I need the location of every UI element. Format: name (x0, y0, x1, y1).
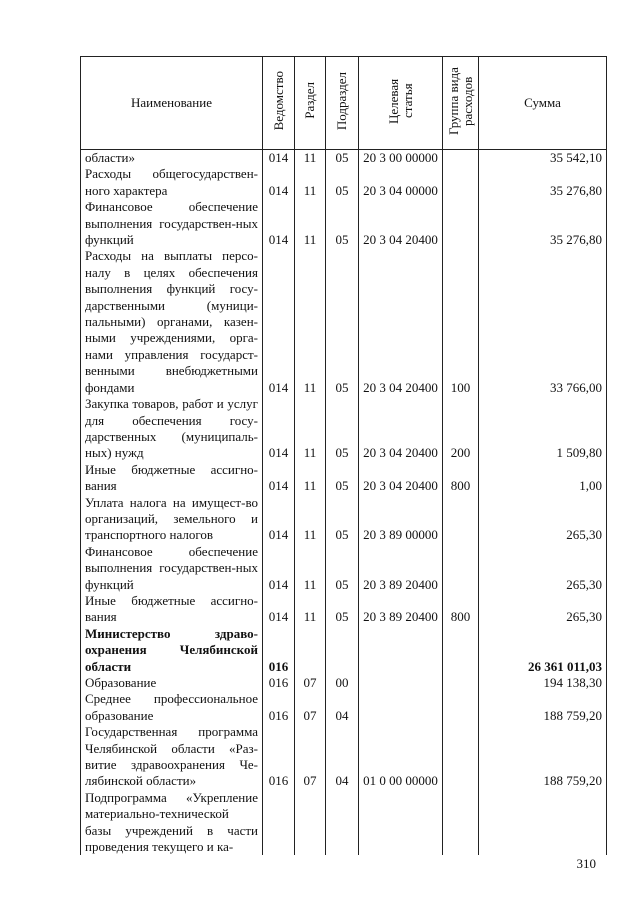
cell-name: Расходы общегосударствен-ного характера (81, 166, 263, 199)
cell-group (443, 199, 479, 248)
cell-dept: 014 (263, 166, 295, 199)
cell-sec: 11 (295, 248, 326, 396)
cell-sub: 04 (326, 691, 359, 724)
table-row (81, 166, 607, 199)
table-row (81, 199, 607, 248)
cell-sum: 265,30 (479, 593, 607, 626)
table-row (81, 495, 607, 544)
cell-sum: 265,30 (479, 495, 607, 544)
cell-group (443, 495, 479, 544)
header-group: Группа вида расходов (443, 57, 479, 150)
cell-sum: 188 759,20 (479, 691, 607, 724)
table-row (81, 691, 607, 724)
cell-sub: 05 (326, 593, 359, 626)
cell-name: Иные бюджетные ассигно-вания (81, 593, 263, 626)
cell-sec: 07 (295, 675, 326, 691)
cell-dept: 016 (263, 626, 295, 675)
cell-name: Иные бюджетные ассигно-вания (81, 462, 263, 495)
cell-sec (295, 790, 326, 856)
cell-group (443, 790, 479, 856)
cell-target: 01 0 00 00000 (359, 724, 443, 790)
cell-target (359, 626, 443, 675)
cell-sum: 33 766,00 (479, 248, 607, 396)
cell-dept: 014 (263, 544, 295, 593)
cell-sum: 265,30 (479, 544, 607, 593)
cell-name: Финансовое обеспечение выполнения государствен-ных функций (81, 544, 263, 593)
header-sum: Сумма (479, 57, 607, 150)
cell-sec: 07 (295, 691, 326, 724)
page-number: 310 (576, 856, 596, 871)
cell-target: 20 3 00 00000 (359, 150, 443, 167)
cell-target: 20 3 04 20400 (359, 462, 443, 495)
cell-target: 20 3 89 20400 (359, 544, 443, 593)
cell-sub: 05 (326, 396, 359, 462)
cell-target (359, 691, 443, 724)
table-row (81, 626, 607, 675)
cell-group (443, 691, 479, 724)
cell-dept: 014 (263, 593, 295, 626)
cell-group: 200 (443, 396, 479, 462)
cell-dept: 016 (263, 724, 295, 790)
cell-dept: 014 (263, 199, 295, 248)
header-subsection: Подраздел (326, 57, 359, 150)
table-row (81, 790, 607, 856)
cell-dept: 014 (263, 495, 295, 544)
cell-sum: 188 759,20 (479, 724, 607, 790)
cell-sub (326, 790, 359, 856)
cell-group (443, 166, 479, 199)
cell-group (443, 626, 479, 675)
cell-group: 800 (443, 593, 479, 626)
table-row (81, 248, 607, 396)
cell-group (443, 724, 479, 790)
cell-sub: 05 (326, 166, 359, 199)
cell-sub: 05 (326, 199, 359, 248)
cell-sec: 07 (295, 724, 326, 790)
cell-target (359, 790, 443, 856)
cell-name: Образование (81, 675, 263, 691)
cell-sec (295, 626, 326, 675)
cell-dept: 014 (263, 248, 295, 396)
table-row (81, 724, 607, 790)
table-row (81, 593, 607, 626)
header-dept: Ведомство (263, 57, 295, 150)
cell-group (443, 150, 479, 167)
cell-target: 20 3 04 00000 (359, 166, 443, 199)
cell-dept: 016 (263, 675, 295, 691)
cell-sum: 1 509,80 (479, 396, 607, 462)
table-row (81, 675, 607, 691)
table-row (81, 462, 607, 495)
cell-name: Среднее профессиональное образование (81, 691, 263, 724)
cell-dept (263, 790, 295, 856)
cell-target: 20 3 04 20400 (359, 396, 443, 462)
cell-sum: 35 276,80 (479, 166, 607, 199)
table-row (81, 150, 607, 167)
cell-sub: 05 (326, 544, 359, 593)
cell-name: Подпрограмма «Укрепление материально-технической базы учреждений в части проведения текущего и ка- (81, 790, 263, 856)
cell-group: 100 (443, 248, 479, 396)
cell-sum: 1,00 (479, 462, 607, 495)
table-row (81, 544, 607, 593)
cell-sec: 11 (295, 544, 326, 593)
cell-target: 20 3 89 20400 (359, 593, 443, 626)
cell-sum: 26 361 011,03 (479, 626, 607, 675)
cell-sec: 11 (295, 396, 326, 462)
header-name: Наименование (81, 57, 263, 150)
cell-dept: 014 (263, 396, 295, 462)
cell-group: 800 (443, 462, 479, 495)
cell-name: Закупка товаров, работ и услуг для обеспечения госу-дарственных (муниципаль-ных) нужд (81, 396, 263, 462)
cell-sub: 04 (326, 724, 359, 790)
cell-sec: 11 (295, 593, 326, 626)
cell-sub: 05 (326, 150, 359, 167)
table-row (81, 396, 607, 462)
cell-target: 20 3 89 00000 (359, 495, 443, 544)
cell-name: Финансовое обеспечение выполнения государствен-ных функций (81, 199, 263, 248)
cell-name: Расходы на выплаты персо-налу в целях обеспечения выполнения функций госу-дарственными (муници-пальными) органами, казен-ными учреждениями, орга-нами управления государст-венными внебюджетными фондами (81, 248, 263, 396)
cell-dept: 014 (263, 462, 295, 495)
cell-target (359, 675, 443, 691)
header-target: Целевая статья (359, 57, 443, 150)
cell-name: Министерство здраво-охранения Челябинской области (81, 626, 263, 675)
cell-sum: 194 138,30 (479, 675, 607, 691)
cell-sum (479, 790, 607, 856)
cell-group (443, 544, 479, 593)
cell-sum: 35 542,10 (479, 150, 607, 167)
cell-sub: 00 (326, 675, 359, 691)
cell-dept: 014 (263, 150, 295, 167)
cell-target: 20 3 04 20400 (359, 248, 443, 396)
cell-sec: 11 (295, 462, 326, 495)
cell-dept: 016 (263, 691, 295, 724)
cell-sum: 35 276,80 (479, 199, 607, 248)
budget-table (80, 56, 607, 855)
header-section: Раздел (295, 57, 326, 150)
cell-group (443, 675, 479, 691)
cell-name: Уплата налога на имущест-во организаций, земельного и транспортного налогов (81, 495, 263, 544)
cell-sec: 11 (295, 495, 326, 544)
table-header (81, 57, 607, 150)
cell-sec: 11 (295, 199, 326, 248)
cell-sub: 05 (326, 248, 359, 396)
cell-name: Государственная программа Челябинской области «Раз-витие здравоохранения Че-лябинской области» (81, 724, 263, 790)
cell-name: области» (81, 150, 263, 167)
cell-sub: 05 (326, 462, 359, 495)
cell-sub: 05 (326, 495, 359, 544)
cell-target: 20 3 04 20400 (359, 199, 443, 248)
cell-sec: 11 (295, 150, 326, 167)
cell-sub (326, 626, 359, 675)
cell-sec: 11 (295, 166, 326, 199)
